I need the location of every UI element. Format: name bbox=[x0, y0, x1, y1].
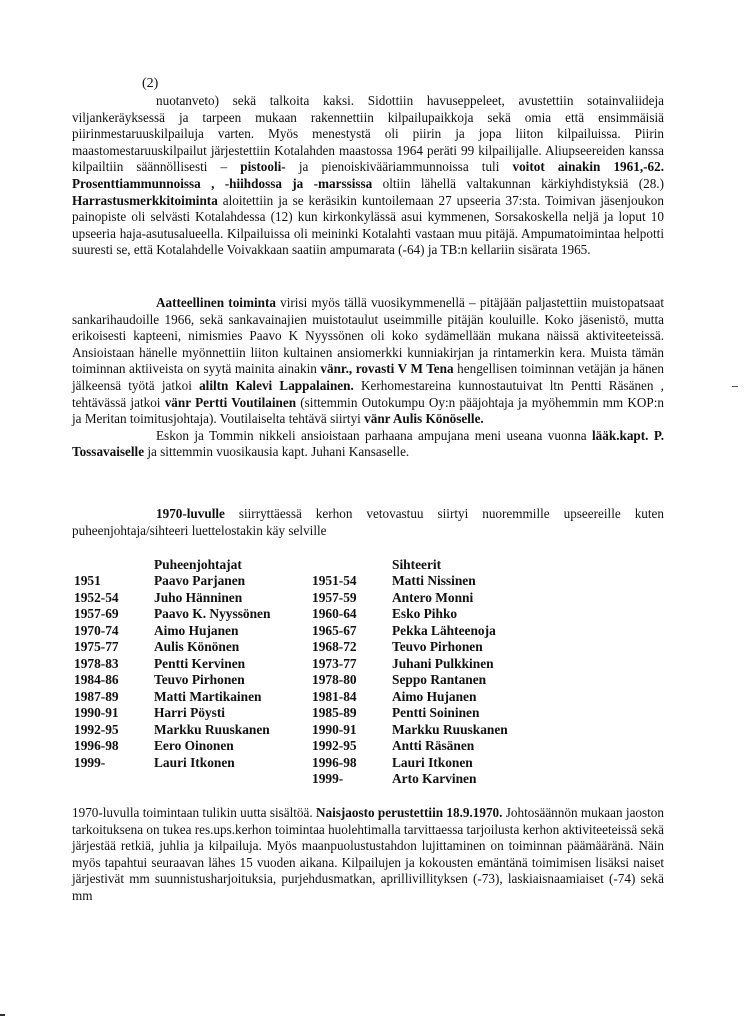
secretaries-years: 1999- bbox=[312, 771, 344, 786]
chairmen-years: 1951 bbox=[74, 573, 101, 588]
paragraph-text: oltiin lähellä valtakunnan kärkiyhdistyksiä (28.) bbox=[372, 175, 664, 191]
chairmen-name: Lauri Itkonen bbox=[154, 754, 235, 770]
secretaries-table bbox=[312, 556, 508, 788]
paragraph-competitions bbox=[72, 93, 664, 259]
chairmen-years: 1990-91 bbox=[74, 705, 119, 720]
paragraph-text: ja pienoiskivääriammunnoissa tuli bbox=[285, 159, 513, 175]
chairmen-rows bbox=[74, 573, 270, 771]
chairmen-years: 1957-69 bbox=[74, 606, 119, 621]
chairmen-row bbox=[74, 606, 270, 623]
chairmen-row bbox=[74, 639, 270, 656]
secretaries-row bbox=[312, 606, 508, 623]
secretaries-name: Seppo Rantanen bbox=[392, 672, 487, 687]
chairmen-years: 1952-54 bbox=[74, 589, 119, 605]
chairmen-row bbox=[74, 755, 270, 772]
page-number: (2) bbox=[142, 76, 159, 91]
secretaries-years: 1951-54 bbox=[312, 573, 357, 588]
chairmen-name: Pentti Kervinen bbox=[154, 655, 246, 671]
secretaries-name: Antero Monni bbox=[392, 589, 474, 605]
chairmen-years: 1975-77 bbox=[74, 639, 119, 654]
secretaries-name: Pentti Soininen bbox=[392, 705, 480, 720]
chairmen-row bbox=[74, 623, 270, 640]
chairmen-name: Paavo K. Nyyssönen bbox=[154, 606, 271, 621]
chairmen-name: Matti Martikainen bbox=[154, 688, 262, 704]
bold-text: aliltn Kalevi Lappalainen. bbox=[199, 377, 354, 393]
secretaries-years: 1978-80 bbox=[312, 672, 357, 687]
chairmen-years: 1970-74 bbox=[74, 622, 119, 638]
paragraph-text: Kerhomestareina kunnostautuivat ltn Pentti Räsänen , tehtävässä jatkoi bbox=[72, 377, 664, 410]
paragraph-text: nuotanveto) sekä talkoita kaksi. Sidottiin havuseppeleet, avustettiin sotainvaliideja viljankeräyksessä ja tarpeen mukaan rakennettiin kilpailupaikkoja sekä omia että ensimmäisiä piirinmestaruuskilpailuja varten. Myös menestystä oli piirin ja jopa liiton kilpailuissa. Piirin maastomestaruuskilpailut järjestettiin Kotalahden maastossa 1964 peräti 99 kilpailijalle. Aliupseereiden kanssa kilpailtiin säännöllisesti – bbox=[72, 93, 664, 175]
secretaries-row bbox=[312, 590, 508, 607]
secretaries-row bbox=[312, 738, 508, 755]
secretaries-years: 1965-67 bbox=[312, 622, 357, 638]
chairmen-name: Harri Pöysti bbox=[154, 705, 226, 720]
chairmen-row bbox=[74, 705, 270, 722]
chairmen-years: 1996-98 bbox=[74, 738, 119, 753]
secretaries-row bbox=[312, 771, 508, 788]
bold-text: vänr Aulis Könöselle. bbox=[364, 411, 484, 427]
secretaries-rows bbox=[312, 573, 508, 788]
secretaries-row bbox=[312, 705, 508, 722]
bold-text: lääk.kapt. P. Tossavaiselle bbox=[72, 427, 665, 460]
chairmen-row bbox=[74, 672, 270, 689]
chairmen-table bbox=[74, 556, 270, 771]
bold-text: pistooli- bbox=[240, 159, 286, 175]
secretaries-years: 1968-72 bbox=[312, 639, 357, 654]
paragraph-text: Eskon ja Tommin nikkeli ansioistaan parhaana ampujana meni useana vuonna bbox=[156, 427, 593, 443]
scan-mark bbox=[0, 1014, 5, 1016]
chairmen-row bbox=[74, 722, 270, 739]
paragraph-1970s bbox=[72, 506, 664, 539]
secretaries-row bbox=[312, 722, 508, 739]
chairmen-row bbox=[74, 738, 270, 755]
chairmen-name: Eero Oinonen bbox=[154, 738, 234, 753]
bold-text: vänr., rovasti V M Tena bbox=[320, 361, 454, 377]
secretaries-row bbox=[312, 573, 508, 590]
secretaries-name: Matti Nissinen bbox=[392, 573, 476, 588]
secretaries-name: Esko Pihko bbox=[392, 606, 458, 621]
paragraph-text: ja sittemmin vuosikausia kapt. Juhani Kansaselle. bbox=[144, 444, 410, 460]
secretaries-years: 1973-77 bbox=[312, 655, 357, 671]
chairmen-row bbox=[74, 590, 270, 607]
chairmen-years: 1978-83 bbox=[74, 655, 119, 671]
chairmen-row bbox=[74, 656, 270, 673]
chairmen-row bbox=[74, 573, 270, 590]
bold-text: Naisjaosto perustettiin 18.9.1970. bbox=[315, 805, 503, 820]
secretaries-years: 1990-91 bbox=[312, 721, 357, 737]
paragraph-text: Johtosäännön mukaan jaoston tarkoituksena on tukea res.ups.kerhon toimintaa huolehtimalla tarvittaessa tarjoilusta kerhon aktiviteeteissä sekä järjestää retkiä, juhlia ja kilpailuja. Myös maanpuolustustahdon lujittaminen on toiminnan päämääränä. Näin myös tapahtui seuraavan lähes 15 vuoden aikana. Kilpailujen ja kokousten emäntänä toimimisen lisäksi naiset järjestivät mm suunnistusharjoituksia, purjehdusmatkan, aprillivillityksen (-73), laskiaisnaamiaiset (-74) sekä mm bbox=[72, 805, 664, 903]
paragraph-text: aloitettiin ja se keräsikin kuntoilemaan 27 upseeria 37:sta. Toimivan jäsenjoukon painopiste oli selvästi Kotalahdessa (12) kun kirkonkylässä asui kymmenen, Sorsakoskella neljä ja loput 10 upseeria haja-asutusalueella. Kilpailuissa oli meininki Kotalahti vastaan muu pitäjä. Ampumatoimintaa helpotti suuresti se, että Kotalahdelle Voivakkaan saatiin ampumarata (-64) ja TB:n kellariin sisärata 1965. bbox=[72, 192, 664, 258]
chairmen-years: 1992-95 bbox=[74, 721, 119, 737]
chairmen-years: 1999- bbox=[74, 754, 106, 770]
secretaries-name: Pekka Lähteenoja bbox=[392, 622, 496, 638]
secretaries-years: 1992-95 bbox=[312, 738, 357, 753]
scan-mark bbox=[732, 386, 738, 387]
bold-text: Aatteellinen toiminta bbox=[156, 295, 276, 310]
paragraph-ideological bbox=[72, 295, 664, 461]
bold-text: vänr Pertti Voutilainen bbox=[164, 394, 297, 410]
secretaries-name: Lauri Itkonen bbox=[392, 754, 473, 770]
secretaries-years: 1957-59 bbox=[312, 589, 357, 605]
chairmen-name: Juho Hänninen bbox=[154, 589, 243, 605]
secretaries-row bbox=[312, 639, 508, 656]
paragraph-text: 1970-luvulla toimintaan tulikin uutta sisältöä. bbox=[72, 805, 316, 820]
paragraph-womens-section bbox=[72, 805, 664, 905]
secretaries-name: Teuvo Pirhonen bbox=[392, 639, 483, 654]
chairmen-name: Aulis Könönen bbox=[154, 639, 240, 654]
secretaries-row bbox=[312, 656, 508, 673]
paragraph-text: (sittemmin Outokumpu Oy:n pääjohtaja ja myöhemmin mm KOP:n ja Meritan toimitusjohtaja). Voutilaiselta tehtävä siirtyi bbox=[72, 394, 664, 427]
chairmen-years: 1987-89 bbox=[74, 688, 119, 704]
chairmen-name: Aimo Hujanen bbox=[154, 622, 239, 638]
chairmen-years: 1984-86 bbox=[74, 672, 119, 687]
bold-text: 1970-luvulle bbox=[156, 506, 225, 521]
secretaries-name: Aimo Hujanen bbox=[392, 688, 477, 704]
secretaries-header: Sihteerit bbox=[392, 557, 442, 572]
secretaries-name: Antti Räsänen bbox=[392, 738, 475, 753]
secretaries-years: 1985-89 bbox=[312, 705, 357, 720]
secretaries-name: Arto Karvinen bbox=[392, 771, 477, 786]
secretaries-row bbox=[312, 755, 508, 772]
chairmen-name: Paavo Parjanen bbox=[154, 573, 246, 588]
chairmen-row bbox=[74, 689, 270, 706]
secretaries-years: 1996-98 bbox=[312, 754, 357, 770]
secretaries-years: 1960-64 bbox=[312, 606, 357, 621]
chairmen-name: Teuvo Pirhonen bbox=[154, 672, 245, 687]
paragraph-text: siirryttäessä kerhon vetovastuu siirtyi nuoremmille upseereille kuten puheenjohtaja/sihteeri luettelostakin käy selville bbox=[72, 506, 664, 538]
bold-text: Harrastusmerkkitoiminta bbox=[72, 192, 218, 208]
chairmen-header: Puheenjohtajat bbox=[154, 557, 242, 572]
secretaries-name: Markku Ruuskanen bbox=[392, 721, 508, 737]
secretaries-name: Juhani Pulkkinen bbox=[392, 655, 494, 671]
secretaries-years: 1981-84 bbox=[312, 688, 357, 704]
paragraph-text: virisi myös tällä vuosikymmenellä – pitäjään paljastettiin muistopatsaat sankarihaudoille 1966, sekä sankavainajien muistotaulut useimmille pitäjän kouluille. Koko jäsenistö, mutta erikoisesti kapteeni, nimismies Paavo K Nyyssönen oli koko sydämellään mukana näissä aktiviteeteissä. Ansioistaan hänelle myönnettiin liiton kultainen ansiomerkki kunniakirjan ja rintamerkin kera. Muista tämän toiminnan aktiiveista on syytä mainita ainakin bbox=[72, 295, 664, 377]
paragraph-text: hengellisen toiminnan vetäjän ja hänen jälkeensä työtä jatkoi bbox=[72, 361, 664, 393]
bold-text: voitot ainakin 1961,-62. Prosenttiammunnoissa , -hiihdossa ja -marssissa bbox=[72, 159, 664, 191]
secretaries-row bbox=[312, 689, 508, 706]
secretaries-row bbox=[312, 672, 508, 689]
secretaries-row bbox=[312, 623, 508, 640]
chairmen-name: Markku Ruuskanen bbox=[154, 721, 270, 737]
